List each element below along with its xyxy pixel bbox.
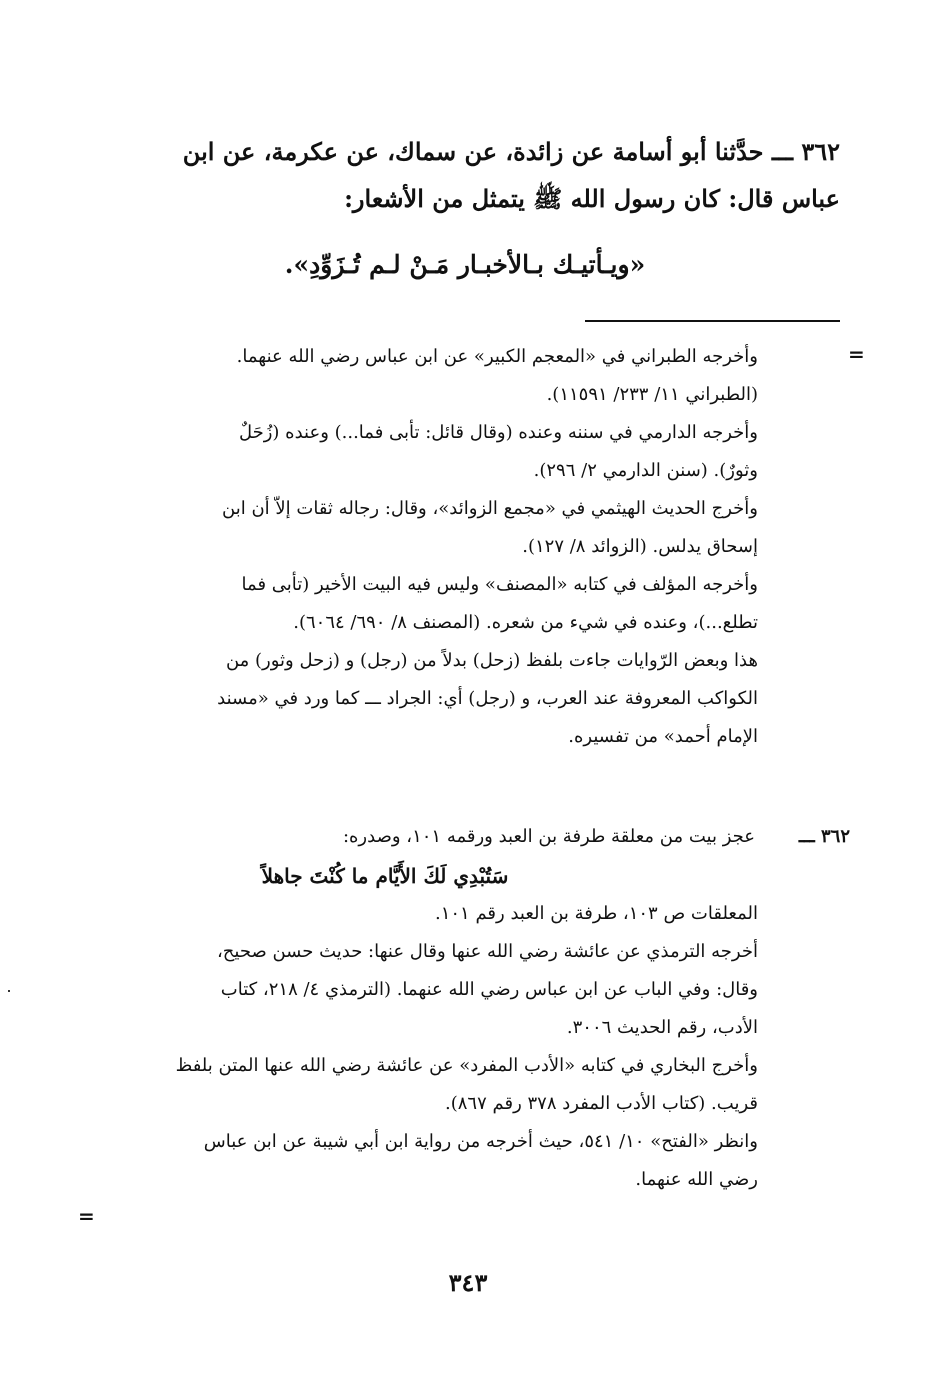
continuation-mark-top: = [848, 342, 865, 366]
note-line: رضي الله عنهما. [635, 1169, 758, 1190]
note-line: وأخرج البخاري في كتابه «الأدب المفرد» عن عائشة رضي الله عنها المتن بلفظ [175, 1055, 758, 1076]
note-line: وأخرجه الدارمي في سننه وعنده (وقال قائل: تأبى فما...) وعنده (زُحَلٌ [238, 422, 758, 443]
note-line: أخرجه الترمذي عن عائشة رضي الله عنها وقال عنها: حديث حسن صحيح، [216, 941, 758, 962]
footnote-362 [90, 818, 850, 896]
note-paragraph [90, 338, 758, 414]
footnote-verse: سَتُبْدِي لَكَ الأَيَّام ما كُنْتَ جاهلاً [261, 864, 509, 888]
commentary-block [90, 338, 758, 756]
note-line: المعلقات ص ١٠٣، طرفة بن العبد رقم ١٠١. [434, 903, 758, 924]
page-number: ٣٤٣ [448, 1268, 488, 1297]
note-line: وقال: وفي الباب عن ابن عباس رضي الله عنهما. (الترمذي ٤/ ٢١٨، كتاب [220, 979, 758, 1000]
footnote-separator [585, 320, 840, 322]
commentary-block-2 [90, 895, 758, 1199]
note-line: تطلع...)، وعنده في شيء من شعره. (المصنف ٨/ ٦٩٠/ ٦٠٦٤). [293, 612, 758, 633]
note-line: قريب. (كتاب الأدب المفرد ٣٧٨ رقم ٨٦٧). [445, 1093, 758, 1114]
note-line: الإمام أحمد» من تفسيره. [568, 726, 758, 747]
note-line: وثورٌ). (سنن الدارمي ٢/ ٢٩٦). [533, 460, 758, 481]
note-line: وأخرج الحديث الهيثمي في «مجمع الزوائد»، وقال: رجاله ثقات إلاّ أن ابن [222, 498, 758, 519]
note-line: الكواكب المعروفة عند العرب، و (رجل) أي: الجراد ـــ كما ورد في «مسند [217, 688, 758, 709]
footnote-number: ٣٦٢ ـــ [798, 826, 850, 847]
note-line: هذا وبعض الرّوايات جاءت بلفظ (زحل) بدلاً من (رجل) و (زحل وثور) من [225, 650, 758, 671]
hadith-line: عباس قال: كان رسول الله ﷺ يتمثل من الأشعار: [344, 184, 840, 213]
note-paragraph [90, 490, 758, 566]
note-paragraph [90, 642, 758, 756]
continuation-mark-bottom: = [78, 1204, 95, 1228]
hadith-line: ٣٦٢ ـــ حدَّثنا أبو أسامة عن زائدة، عن سماك، عن عكرمة، عن ابن [182, 137, 840, 166]
hadith-text [90, 128, 840, 222]
note-paragraph [90, 1047, 758, 1123]
note-paragraph [90, 895, 758, 933]
note-line: إسحاق يدلس. (الزوائد ٨/ ١٢٧). [522, 536, 758, 557]
poem-verse: «ويـأتيـك بـالأخبـار مَـنْ لـم تُـزَوِّدِ». [284, 250, 646, 279]
scan-speck [8, 990, 10, 992]
note-paragraph [90, 414, 758, 490]
footnote-text: عجز بيت من معلقة طرفة بن العبد ورقمه ١٠١، وصدره: [342, 826, 755, 847]
note-line: وأخرجه المؤلف في كتابه «المصنف» وليس فيه البيت الأخير (تأبى فما [241, 574, 758, 595]
note-line: الأدب، رقم الحديث ٣٠٠٦. [566, 1017, 758, 1038]
note-line: (الطبراني ١١/ ٢٣٣/ ١١٥٩١). [546, 384, 758, 405]
note-line: وانظر «الفتح» ١٠/ ٥٤١، حيث أخرجه من رواية ابن أبي شيبة عن ابن عباس [203, 1131, 758, 1152]
note-paragraph [90, 933, 758, 1047]
note-paragraph [90, 566, 758, 642]
note-line: وأخرجه الطبراني في «المعجم الكبير» عن ابن عباس رضي الله عنهما. [236, 346, 758, 367]
note-paragraph [90, 1123, 758, 1199]
